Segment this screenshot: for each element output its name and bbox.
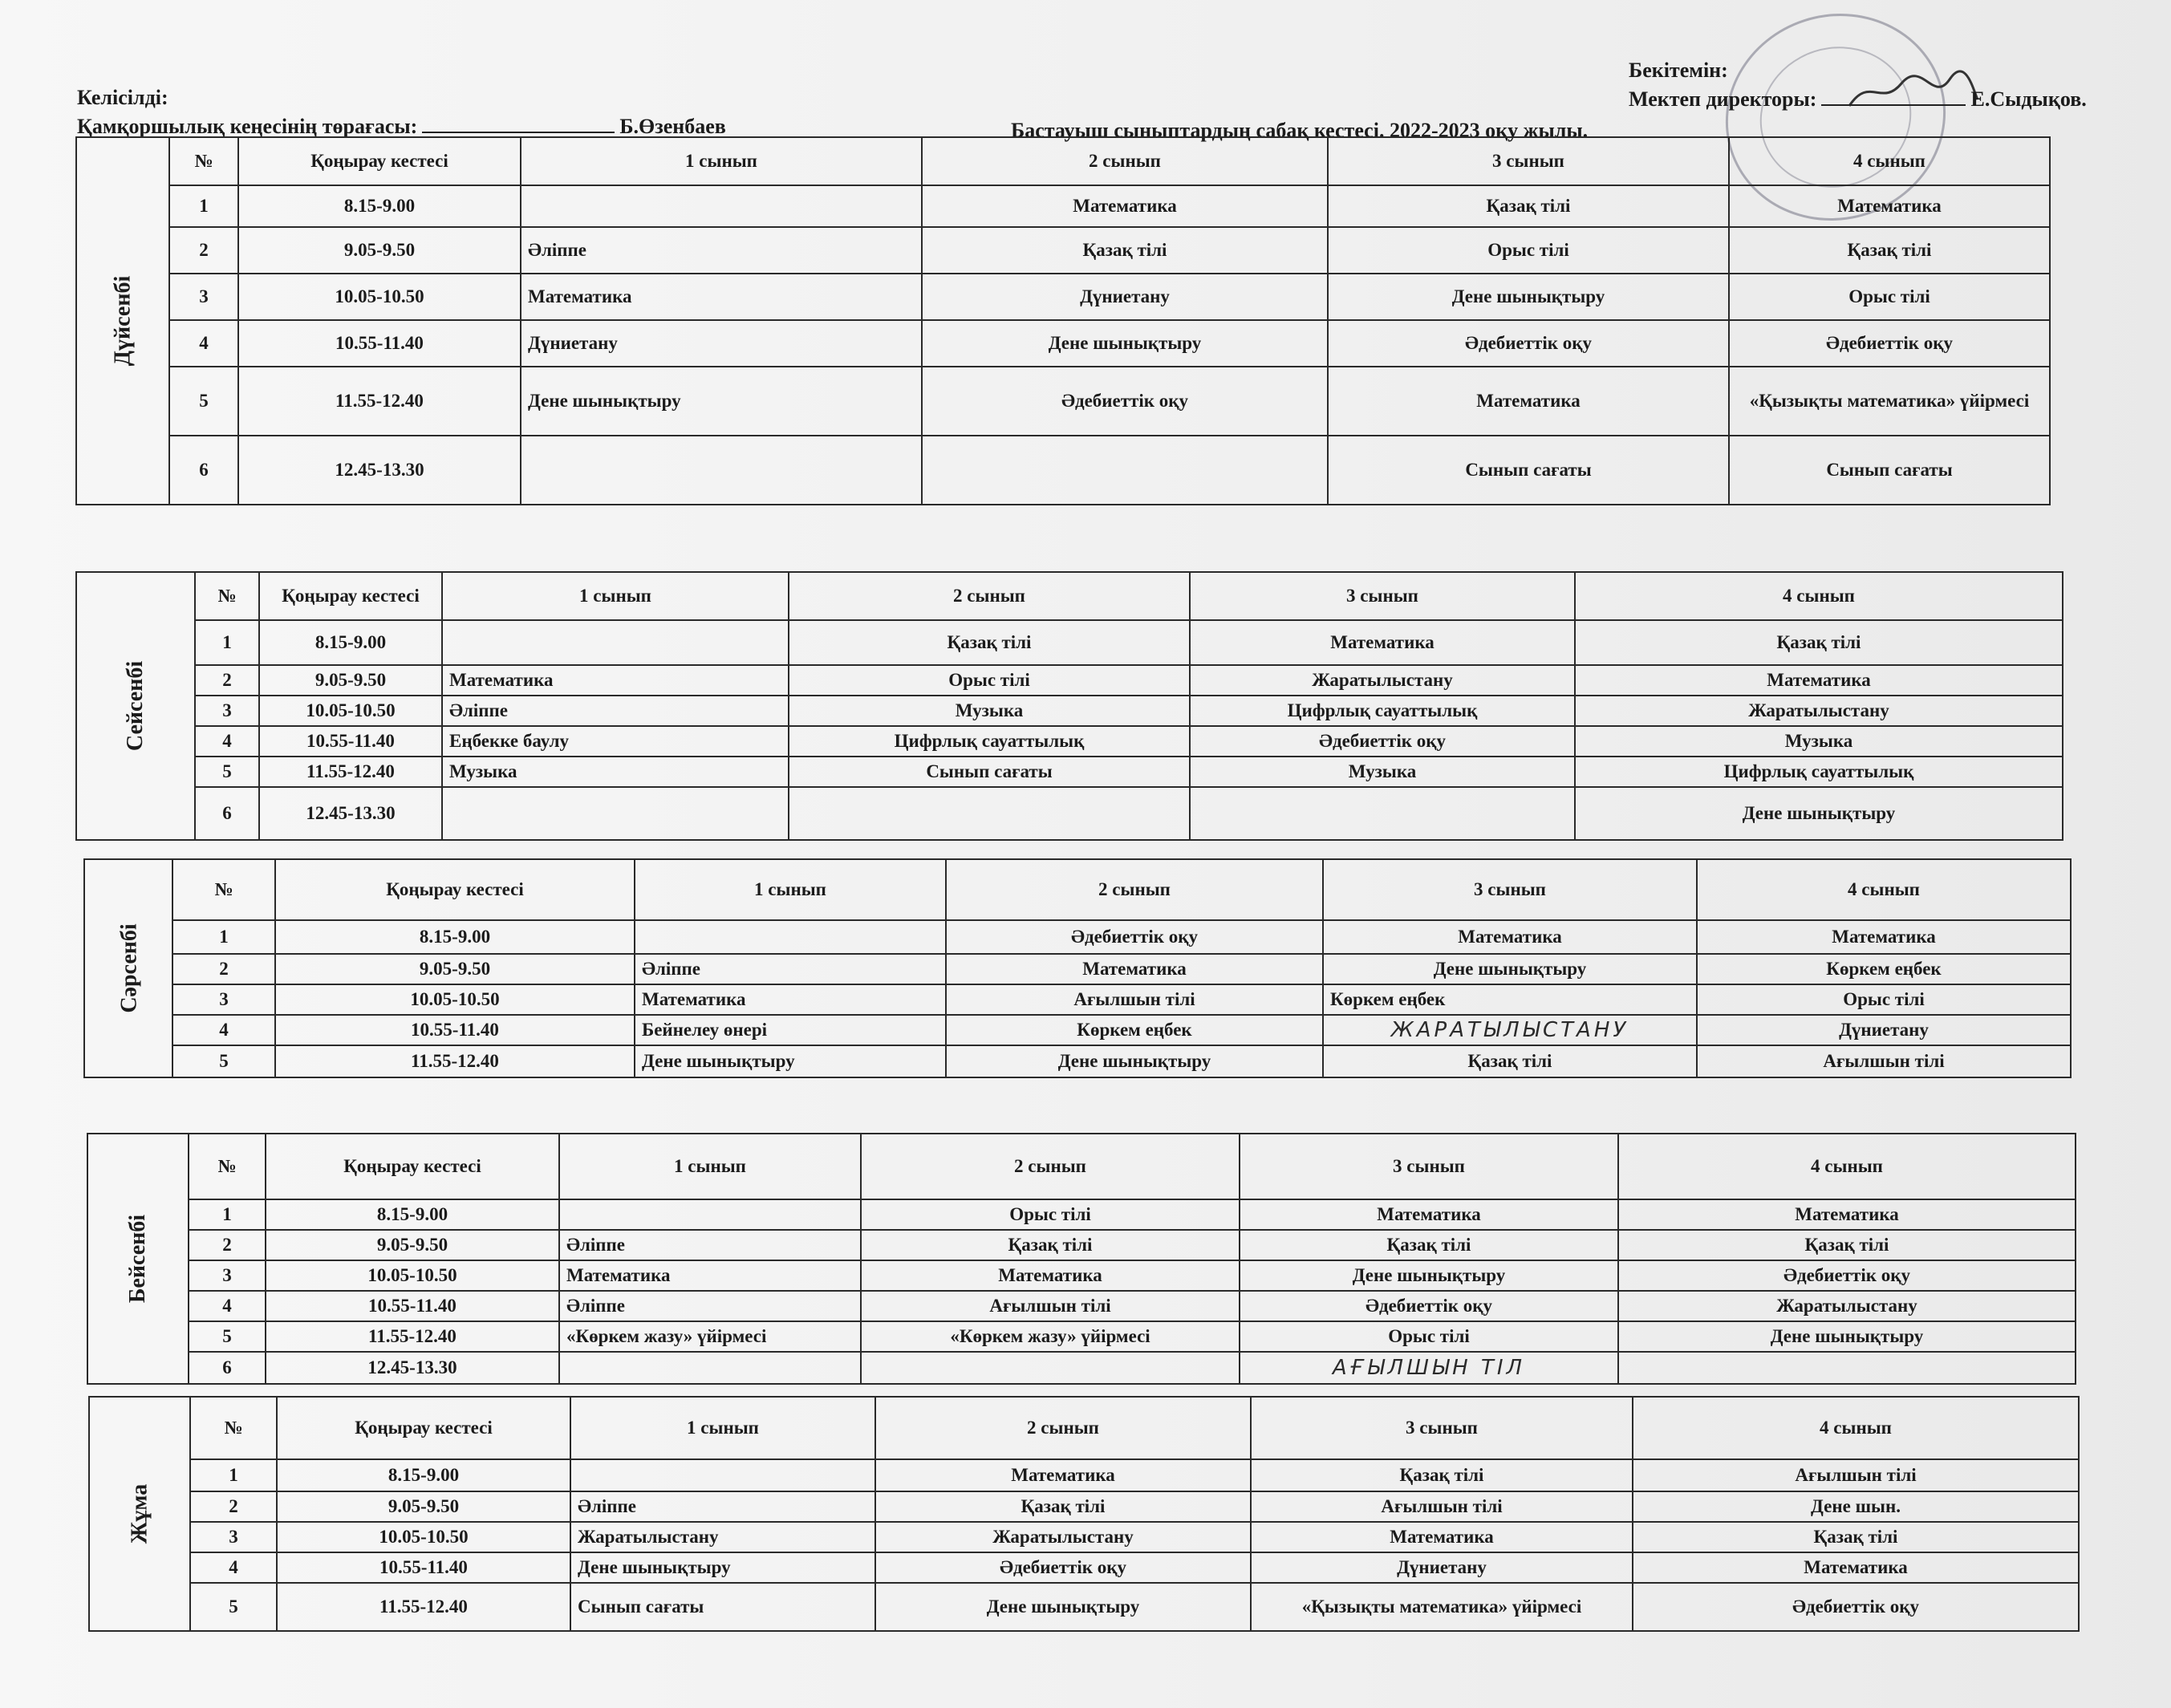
director-line <box>1629 85 2087 114</box>
grade-1-subject: Еңбекке баулу <box>442 726 789 757</box>
grade-2-subject: Қазақ тілі <box>789 620 1190 665</box>
column-header-number: № <box>195 572 259 620</box>
grade-4-subject: Әдебиеттік оқу <box>1618 1260 2076 1291</box>
lesson-time: 8.15-9.00 <box>266 1199 559 1230</box>
grade-3-subject: Орыс тілі <box>1328 227 1729 274</box>
grade-3-subject: Математика <box>1328 367 1729 436</box>
schedule-table-tuesday <box>75 571 2063 841</box>
day-name: Жұма <box>126 1483 152 1544</box>
grade-1-subject <box>559 1352 861 1384</box>
board-chair-signature-line <box>422 132 615 133</box>
lesson-time: 10.05-10.50 <box>259 696 442 726</box>
lesson-time: 9.05-9.50 <box>277 1491 570 1522</box>
header-row <box>76 137 2050 185</box>
lesson-time: 10.55-11.40 <box>277 1552 570 1583</box>
column-header-grade-1: 1 сынып <box>635 859 946 920</box>
grade-1-subject: Әліппе <box>559 1230 861 1260</box>
grade-3-subject: Орыс тілі <box>1240 1321 1618 1352</box>
grade-4-subject: Сынып сағаты <box>1729 436 2050 505</box>
lesson-number: 4 <box>190 1552 277 1583</box>
lesson-time: 12.45-13.30 <box>259 787 442 840</box>
lesson-row <box>76 367 2050 436</box>
schedule-table-friday <box>88 1396 2080 1632</box>
grade-1-subject: Дене шынықтыру <box>570 1552 875 1583</box>
column-header-grade-2: 2 сынып <box>922 137 1328 185</box>
lesson-row <box>89 1522 2079 1552</box>
column-header-number: № <box>169 137 238 185</box>
grade-3-subject: Әдебиеттік оқу <box>1240 1291 1618 1321</box>
column-header-number: № <box>190 1397 277 1459</box>
column-header-number: № <box>172 859 275 920</box>
lesson-row <box>76 620 2063 665</box>
grade-2-subject: Математика <box>875 1459 1251 1491</box>
grade-1-subject: Математика <box>521 274 922 320</box>
grade-4-subject: Дене шынықтыру <box>1618 1321 2076 1352</box>
grade-2-subject: Математика <box>861 1260 1240 1291</box>
lesson-number: 4 <box>195 726 259 757</box>
document-title: Бастауыш сыныптардың сабақ кестесі. 2022-2023 оқу жылы. <box>1011 119 1589 142</box>
lesson-time: 12.45-13.30 <box>238 436 521 505</box>
lesson-time: 10.05-10.50 <box>266 1260 559 1291</box>
grade-1-subject: Бейнелеу өнері <box>635 1015 946 1045</box>
lesson-number: 3 <box>195 696 259 726</box>
grade-4-subject: Музыка <box>1575 726 2063 757</box>
lesson-time: 11.55-12.40 <box>238 367 521 436</box>
grade-4-subject: Жаратылыстану <box>1618 1291 2076 1321</box>
lesson-time: 10.55-11.40 <box>259 726 442 757</box>
grade-2-subject: Орыс тілі <box>789 665 1190 696</box>
lesson-row <box>84 1045 2071 1077</box>
lesson-time: 11.55-12.40 <box>275 1045 635 1077</box>
lesson-number: 3 <box>169 274 238 320</box>
grade-2-subject: Қазақ тілі <box>875 1491 1251 1522</box>
lesson-number: 2 <box>190 1491 277 1522</box>
lesson-time: 10.05-10.50 <box>238 274 521 320</box>
agreed-block <box>77 83 726 141</box>
lesson-number: 6 <box>169 436 238 505</box>
day-name-cell <box>76 137 169 505</box>
lesson-number: 2 <box>169 227 238 274</box>
grade-4-subject: Қазақ тілі <box>1633 1522 2079 1552</box>
grade-2-subject: Әдебиеттік оқу <box>875 1552 1251 1583</box>
grade-4-subject: Ағылшын тілі <box>1697 1045 2071 1077</box>
grade-3-subject: АҒЫЛШЫН ТІЛ <box>1240 1352 1618 1384</box>
day-name-cell <box>89 1397 190 1631</box>
grade-2-subject: Дүниетану <box>922 274 1328 320</box>
lesson-number: 1 <box>169 185 238 227</box>
grade-4-subject: Қазақ тілі <box>1618 1230 2076 1260</box>
director-signature-line <box>1821 104 1966 106</box>
lesson-time: 8.15-9.00 <box>238 185 521 227</box>
grade-1-subject: Әліппе <box>559 1291 861 1321</box>
grade-3-subject: Әдебиеттік оқу <box>1328 320 1729 367</box>
grade-3-subject: Музыка <box>1190 757 1575 787</box>
director-label: Мектеп директоры: <box>1629 87 1817 111</box>
column-header-grade-2: 2 сынып <box>946 859 1323 920</box>
lesson-row <box>76 320 2050 367</box>
lesson-time: 10.55-11.40 <box>275 1015 635 1045</box>
column-header-grade-4: 4 сынып <box>1697 859 2071 920</box>
column-header-bell-schedule: Қоңырау кестесі <box>266 1134 559 1199</box>
lesson-time: 11.55-12.40 <box>259 757 442 787</box>
column-header-bell-schedule: Қоңырау кестесі <box>259 572 442 620</box>
column-header-bell-schedule: Қоңырау кестесі <box>238 137 521 185</box>
grade-3-subject: Жаратылыстану <box>1190 665 1575 696</box>
lesson-row <box>87 1321 2076 1352</box>
lesson-number: 1 <box>195 620 259 665</box>
grade-1-subject: Математика <box>635 984 946 1015</box>
lesson-number: 2 <box>189 1230 266 1260</box>
grade-3-subject <box>1190 787 1575 840</box>
lesson-time: 8.15-9.00 <box>275 920 635 954</box>
grade-1-subject: Әліппе <box>570 1491 875 1522</box>
column-header-bell-schedule: Қоңырау кестесі <box>277 1397 570 1459</box>
lesson-number: 1 <box>190 1459 277 1491</box>
grade-2-subject: Ағылшын тілі <box>946 984 1323 1015</box>
lesson-time: 10.05-10.50 <box>275 984 635 1015</box>
grade-2-subject: Әдебиеттік оқу <box>946 920 1323 954</box>
grade-1-subject <box>570 1459 875 1491</box>
lesson-row <box>76 787 2063 840</box>
grade-1-subject: Музыка <box>442 757 789 787</box>
lesson-row <box>76 757 2063 787</box>
grade-1-subject: Математика <box>442 665 789 696</box>
header-row <box>84 859 2071 920</box>
lesson-number: 1 <box>189 1199 266 1230</box>
column-header-grade-3: 3 сынып <box>1240 1134 1618 1199</box>
grade-1-subject <box>442 787 789 840</box>
lesson-time: 11.55-12.40 <box>277 1583 570 1631</box>
day-name-cell <box>84 859 172 1077</box>
schedule-table-wednesday <box>83 858 2072 1078</box>
grade-2-subject: Қазақ тілі <box>861 1230 1240 1260</box>
lesson-number: 2 <box>195 665 259 696</box>
grade-4-subject: Жаратылыстану <box>1575 696 2063 726</box>
day-name-cell <box>76 572 195 840</box>
lesson-row <box>84 954 2071 984</box>
grade-1-subject: Әліппе <box>635 954 946 984</box>
column-header-grade-2: 2 сынып <box>875 1397 1251 1459</box>
column-header-grade-4: 4 сынып <box>1729 137 2050 185</box>
lesson-number: 5 <box>190 1583 277 1631</box>
grade-2-subject: «Көркем жазу» үйірмесі <box>861 1321 1240 1352</box>
column-header-grade-1: 1 сынып <box>442 572 789 620</box>
grade-4-subject: Математика <box>1633 1552 2079 1583</box>
lesson-row <box>89 1583 2079 1631</box>
grade-2-subject: Ағылшын тілі <box>861 1291 1240 1321</box>
grade-4-subject: Ағылшын тілі <box>1633 1459 2079 1491</box>
lesson-number: 3 <box>172 984 275 1015</box>
grade-4-subject: Орыс тілі <box>1697 984 2071 1015</box>
grade-2-subject: Орыс тілі <box>861 1199 1240 1230</box>
director-name: Е.Сыдықов. <box>1970 87 2087 111</box>
lesson-row <box>89 1459 2079 1491</box>
lesson-time: 8.15-9.00 <box>259 620 442 665</box>
grade-4-subject: Дене шын. <box>1633 1491 2079 1522</box>
lesson-number: 5 <box>172 1045 275 1077</box>
grade-3-subject: Математика <box>1190 620 1575 665</box>
grade-2-subject: Цифрлық сауаттылық <box>789 726 1190 757</box>
grade-2-subject <box>861 1352 1240 1384</box>
approve-block <box>1629 56 2087 114</box>
grade-1-subject: Дене шынықтыру <box>521 367 922 436</box>
grade-3-subject: Цифрлық сауаттылық <box>1190 696 1575 726</box>
day-name: Сейсенбі <box>122 660 148 752</box>
lesson-row <box>89 1491 2079 1522</box>
column-header-grade-2: 2 сынып <box>789 572 1190 620</box>
lesson-time: 10.05-10.50 <box>277 1522 570 1552</box>
grade-1-subject: Сынып сағаты <box>570 1583 875 1631</box>
grade-4-subject: Математика <box>1618 1199 2076 1230</box>
column-header-grade-1: 1 сынып <box>521 137 922 185</box>
lesson-row <box>87 1199 2076 1230</box>
grade-4-subject: Дүниетану <box>1697 1015 2071 1045</box>
lesson-row <box>76 227 2050 274</box>
grade-3-subject: Ағылшын тілі <box>1251 1491 1633 1522</box>
grade-2-subject: Музыка <box>789 696 1190 726</box>
lesson-row <box>76 436 2050 505</box>
lesson-row <box>89 1552 2079 1583</box>
grade-4-subject: Цифрлық сауаттылық <box>1575 757 2063 787</box>
column-header-grade-4: 4 сынып <box>1618 1134 2076 1199</box>
grade-4-subject <box>1618 1352 2076 1384</box>
grade-4-subject: Әдебиеттік оқу <box>1729 320 2050 367</box>
lesson-row <box>84 984 2071 1015</box>
grade-1-subject: Дене шынықтыру <box>635 1045 946 1077</box>
grade-3-subject: Қазақ тілі <box>1323 1045 1697 1077</box>
grade-2-subject: Көркем еңбек <box>946 1015 1323 1045</box>
grade-4-subject: Көркем еңбек <box>1697 954 2071 984</box>
lesson-number: 1 <box>172 920 275 954</box>
grade-4-subject: Орыс тілі <box>1729 274 2050 320</box>
grade-3-subject: Сынып сағаты <box>1328 436 1729 505</box>
lesson-time: 8.15-9.00 <box>277 1459 570 1491</box>
grade-2-subject: Қазақ тілі <box>922 227 1328 274</box>
lesson-row <box>87 1291 2076 1321</box>
grade-3-subject: Дене шынықтыру <box>1323 954 1697 984</box>
grade-4-subject: Қазақ тілі <box>1729 227 2050 274</box>
column-header-number: № <box>189 1134 266 1199</box>
lesson-row <box>87 1352 2076 1384</box>
grade-1-subject <box>559 1199 861 1230</box>
grade-3-subject: Математика <box>1251 1522 1633 1552</box>
lesson-number: 6 <box>195 787 259 840</box>
grade-1-subject <box>635 920 946 954</box>
header-row <box>89 1397 2079 1459</box>
grade-4-subject: Қазақ тілі <box>1575 620 2063 665</box>
grade-3-subject: Қазақ тілі <box>1328 185 1729 227</box>
grade-4-subject: «Қызықты математика» үйірмесі <box>1729 367 2050 436</box>
lesson-number: 5 <box>195 757 259 787</box>
header-row <box>87 1134 2076 1199</box>
grade-2-subject <box>922 436 1328 505</box>
grade-1-subject <box>521 185 922 227</box>
grade-2-subject: Математика <box>946 954 1323 984</box>
approve-label: Бекітемін: <box>1629 59 1728 82</box>
header-row <box>76 572 2063 620</box>
column-header-grade-1: 1 сынып <box>570 1397 875 1459</box>
grade-4-subject: Математика <box>1697 920 2071 954</box>
grade-3-subject: Қазақ тілі <box>1251 1459 1633 1491</box>
day-name: Дүйсенбі <box>109 275 135 367</box>
lesson-row <box>76 726 2063 757</box>
lesson-time: 12.45-13.30 <box>266 1352 559 1384</box>
grade-2-subject: Дене шынықтыру <box>946 1045 1323 1077</box>
schedule-table-monday <box>75 136 2051 505</box>
board-chair-name: Б.Өзенбаев <box>619 115 726 138</box>
lesson-number: 3 <box>190 1522 277 1552</box>
grade-4-subject: Математика <box>1729 185 2050 227</box>
grade-2-subject: Сынып сағаты <box>789 757 1190 787</box>
lesson-time: 10.55-11.40 <box>266 1291 559 1321</box>
lesson-row <box>84 920 2071 954</box>
lesson-time: 9.05-9.50 <box>238 227 521 274</box>
column-header-grade-3: 3 сынып <box>1328 137 1729 185</box>
lesson-number: 4 <box>172 1015 275 1045</box>
grade-1-subject <box>521 436 922 505</box>
lesson-number: 6 <box>189 1352 266 1384</box>
column-header-grade-1: 1 сынып <box>559 1134 861 1199</box>
lesson-number: 5 <box>189 1321 266 1352</box>
grade-1-subject: Әліппе <box>442 696 789 726</box>
lesson-number: 3 <box>189 1260 266 1291</box>
lesson-number: 5 <box>169 367 238 436</box>
grade-3-subject: Дене шынықтыру <box>1328 274 1729 320</box>
lesson-time: 9.05-9.50 <box>259 665 442 696</box>
grade-3-subject: «Қызықты математика» үйірмесі <box>1251 1583 1633 1631</box>
column-header-grade-3: 3 сынып <box>1323 859 1697 920</box>
schedule-table-thursday <box>87 1133 2076 1385</box>
lesson-row <box>76 696 2063 726</box>
lesson-row <box>84 1015 2071 1045</box>
lesson-time: 11.55-12.40 <box>266 1321 559 1352</box>
grade-3-subject: ЖАРАТЫЛЫСТАНУ <box>1323 1015 1697 1045</box>
column-header-grade-3: 3 сынып <box>1251 1397 1633 1459</box>
grade-3-subject: Қазақ тілі <box>1240 1230 1618 1260</box>
lesson-number: 2 <box>172 954 275 984</box>
day-name: Бейсенбі <box>125 1214 150 1304</box>
lesson-time: 9.05-9.50 <box>266 1230 559 1260</box>
grade-4-subject: Әдебиеттік оқу <box>1633 1583 2079 1631</box>
grade-2-subject: Математика <box>922 185 1328 227</box>
lesson-time: 9.05-9.50 <box>275 954 635 984</box>
grade-1-subject: Жаратылыстану <box>570 1522 875 1552</box>
grade-3-subject: Әдебиеттік оқу <box>1190 726 1575 757</box>
column-header-grade-2: 2 сынып <box>861 1134 1240 1199</box>
lesson-time: 10.55-11.40 <box>238 320 521 367</box>
board-chair-label: Қамқоршылық кеңесінің төрағасы: <box>77 115 418 138</box>
grade-2-subject <box>789 787 1190 840</box>
lesson-row <box>76 185 2050 227</box>
grade-2-subject: Әдебиеттік оқу <box>922 367 1328 436</box>
grade-4-subject: Математика <box>1575 665 2063 696</box>
column-header-grade-3: 3 сынып <box>1190 572 1575 620</box>
lesson-row <box>76 665 2063 696</box>
lesson-row <box>87 1260 2076 1291</box>
grade-1-subject <box>442 620 789 665</box>
grade-4-subject: Дене шынықтыру <box>1575 787 2063 840</box>
grade-1-subject: Әліппе <box>521 227 922 274</box>
day-name: Сәрсенбі <box>116 923 142 1013</box>
day-name-cell <box>87 1134 189 1384</box>
agreed-label: Келісілді: <box>77 86 168 109</box>
grade-1-subject: Математика <box>559 1260 861 1291</box>
grade-3-subject: Дүниетану <box>1251 1552 1633 1583</box>
lesson-row <box>87 1230 2076 1260</box>
grade-3-subject: Дене шынықтыру <box>1240 1260 1618 1291</box>
lesson-number: 4 <box>189 1291 266 1321</box>
column-header-bell-schedule: Қоңырау кестесі <box>275 859 635 920</box>
grade-3-subject: Математика <box>1240 1199 1618 1230</box>
grade-3-subject: Математика <box>1323 920 1697 954</box>
grade-1-subject: Дүниетану <box>521 320 922 367</box>
column-header-grade-4: 4 сынып <box>1633 1397 2079 1459</box>
grade-2-subject: Жаратылыстану <box>875 1522 1251 1552</box>
column-header-grade-4: 4 сынып <box>1575 572 2063 620</box>
lesson-row <box>76 274 2050 320</box>
grade-2-subject: Дене шынықтыру <box>922 320 1328 367</box>
lesson-number: 4 <box>169 320 238 367</box>
grade-2-subject: Дене шынықтыру <box>875 1583 1251 1631</box>
grade-1-subject: «Көркем жазу» үйірмесі <box>559 1321 861 1352</box>
grade-3-subject: Көркем еңбек <box>1323 984 1697 1015</box>
